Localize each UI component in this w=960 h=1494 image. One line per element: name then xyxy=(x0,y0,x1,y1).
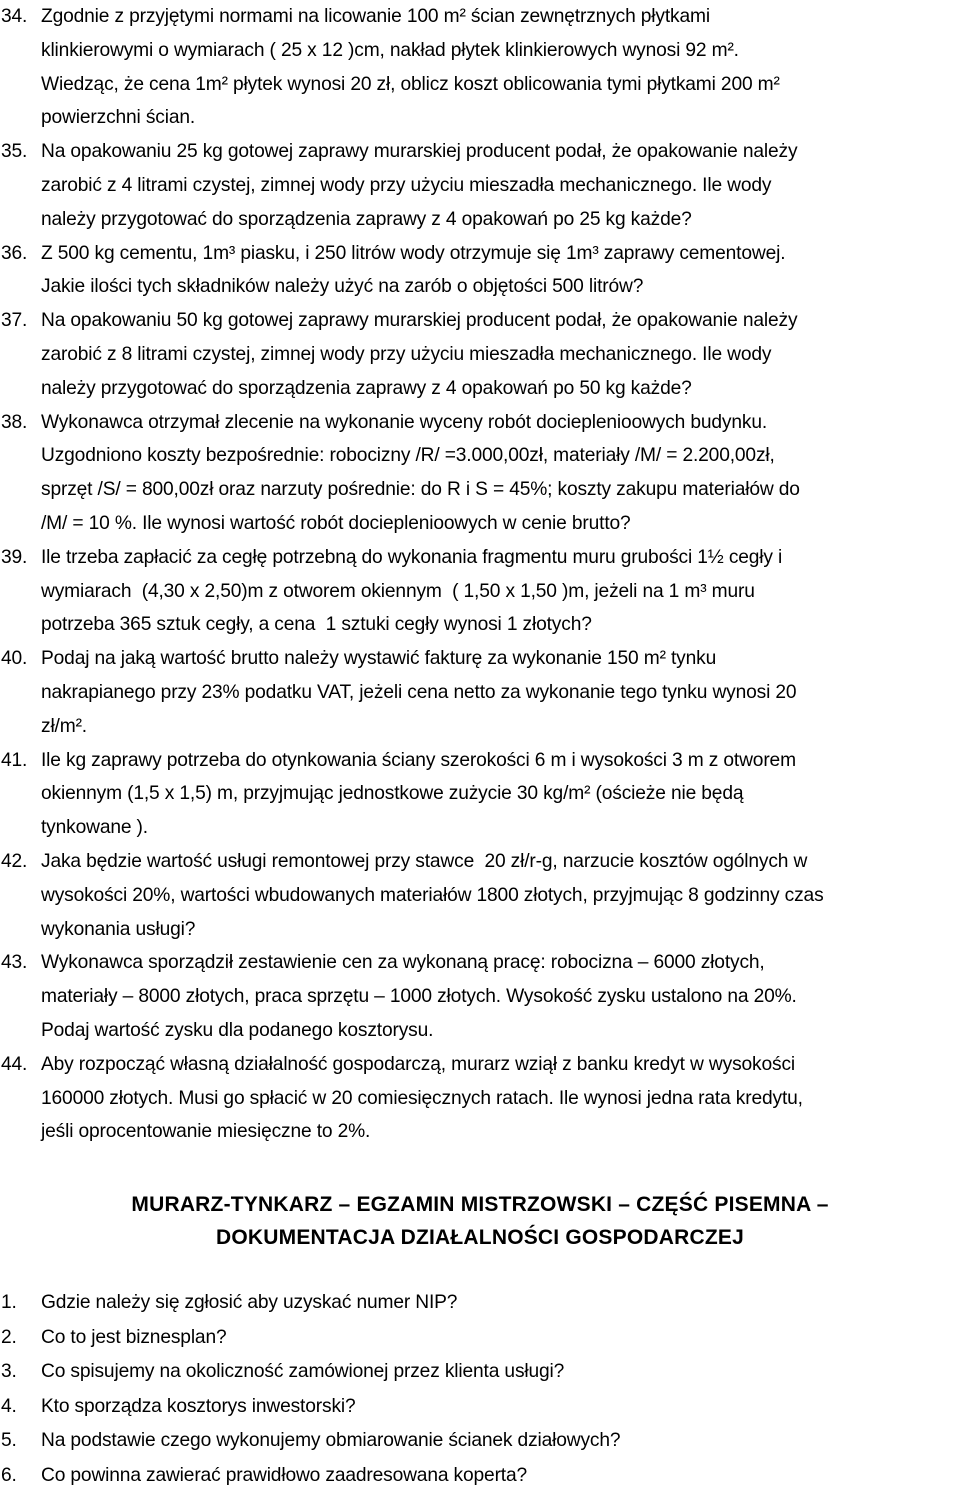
question-item xyxy=(0,1459,960,1494)
question-text-line: Na opakowaniu 25 kg gotowej zaprawy murarskiej producent podał, że opakowanie należy xyxy=(41,141,798,163)
question-text: Co spisujemy na okoliczność zamówionej przez klienta usługi? xyxy=(41,1361,565,1383)
question-item xyxy=(0,1355,960,1390)
question-text-line: klinkierowymi o wymiarach ( 25 x 12 )cm, nakład płytek klinkierowych wynosi 92 m². xyxy=(41,39,739,61)
question-text-line: Aby rozpocząć własną działalność gospodarczą, murarz wziął z banku kredyt w wysokości xyxy=(41,1053,796,1075)
question-text xyxy=(41,406,960,541)
question-text-line: jeśli oprocentowanie miesięczne to 2%. xyxy=(41,1121,371,1143)
question-number: 37. xyxy=(1,310,28,332)
question-number: 3. xyxy=(1,1361,17,1383)
question-text: Na podstawie czego wykonujemy obmiarowanie ścianek działowych? xyxy=(41,1430,621,1452)
question-text-line: powierzchni ścian. xyxy=(41,107,196,129)
question-text-line: wykonania usługi? xyxy=(41,918,196,940)
question-item xyxy=(0,744,960,845)
question-number: 36. xyxy=(1,242,28,264)
question-number: 5. xyxy=(1,1430,17,1452)
question-number: 35. xyxy=(1,141,28,163)
question-text-line: Zgodnie z przyjętymi normami na licowanie 100 m² ścian zewnętrznych płytkami xyxy=(41,6,710,27)
question-text: Kto sporządza kosztorys inwestorski? xyxy=(41,1395,356,1417)
question-number: 40. xyxy=(1,648,28,670)
question-text-line: Wiedząc, że cena 1m² płytek wynosi 20 zł, oblicz koszt oblicowania tymi płytkami 200 m² xyxy=(41,73,780,95)
question-text-line: zarobić z 8 litrami czystej, zimnej wody przy użyciu mieszadła mechanicznego. Ile wody xyxy=(41,343,772,365)
question-item xyxy=(0,0,960,135)
section-heading-line2: DOKUMENTACJA DZIAŁALNOŚCI GOSPODARCZEJ xyxy=(216,1226,744,1249)
question-text xyxy=(41,541,960,642)
question-number: 2. xyxy=(1,1326,17,1348)
question-text xyxy=(41,642,960,743)
question-number: 42. xyxy=(1,850,28,872)
question-text-line: Na opakowaniu 50 kg gotowej zaprawy murarskiej producent podał, że opakowanie należy xyxy=(41,310,798,332)
question-item xyxy=(0,946,960,1047)
question-text xyxy=(41,1048,960,1149)
question-text-line: okiennym (1,5 x 1,5) m, przyjmując jednostkowe zużycie 30 kg/m² (ościeże nie będą xyxy=(41,783,744,805)
question-text xyxy=(41,744,960,845)
questions-list-part2 xyxy=(0,1286,960,1494)
question-text-line: Z 500 kg cementu, 1m³ piasku, i 250 litrów wody otrzymuje się 1m³ zaprawy cementowej. xyxy=(41,242,786,264)
question-text-line: tynkowane ). xyxy=(41,817,148,839)
question-text xyxy=(41,135,960,236)
question-text-line: Ile kg zaprawy potrzeba do otynkowania ściany szerokości 6 m i wysokości 3 m z otworem xyxy=(41,749,796,771)
question-text-line: Jaka będzie wartość usługi remontowej przy stawce 20 zł/r-g, narzucie kosztów ogólnych w xyxy=(41,850,808,872)
question-number: 39. xyxy=(1,546,28,568)
question-text-line: Podaj na jaką wartość brutto należy wystawić fakturę za wykonanie 150 m² tynku xyxy=(41,648,717,670)
question-number: 6. xyxy=(1,1464,17,1486)
question-number: 44. xyxy=(1,1053,28,1075)
question-text-line: materiały – 8000 złotych, praca sprzętu – 1000 złotych. Wysokość zysku ustalono na 20%. xyxy=(41,986,797,1008)
question-number: 4. xyxy=(1,1395,17,1417)
question-item xyxy=(0,406,960,541)
question-number: 38. xyxy=(1,411,28,433)
question-text-line: należy przygotować do sporządzenia zaprawy z 4 opakowań po 50 kg każde? xyxy=(41,377,692,399)
question-text-line: sprzęt /S/ = 800,00zł oraz narzuty pośrednie: do R i S = 45%; koszty zakupu materiałów do xyxy=(41,479,800,501)
question-text-line: zł/m². xyxy=(41,715,87,737)
section-heading-line1: MURARZ-TYNKARZ – EGZAMIN MISTRZOWSKI – CZĘŚĆ PISEMNA – xyxy=(131,1193,829,1216)
question-number: 34. xyxy=(1,6,28,27)
question-number: 43. xyxy=(1,952,28,974)
question-text-line: zarobić z 4 litrami czystej, zimnej wody przy użyciu mieszadła mechanicznego. Ile wody xyxy=(41,174,772,196)
question-text-line: nakrapianego przy 23% podatku VAT, jeżeli cena netto za wykonanie tego tynku wynosi 20 xyxy=(41,681,797,703)
question-text xyxy=(41,845,960,946)
question-text: Gdzie należy się zgłosić aby uzyskać numer NIP? xyxy=(41,1292,458,1313)
question-text-line: potrzeba 365 sztuk cegły, a cena 1 sztuki cegły wynosi 1 złotych? xyxy=(41,614,592,636)
question-text: Co to jest biznesplan? xyxy=(41,1326,227,1348)
question-text xyxy=(41,0,960,135)
question-item xyxy=(0,642,960,743)
question-text-line: 160000 złotych. Musi go spłacić w 20 comiesięcznych ratach. Ile wynosi jedna rata kredytu, xyxy=(41,1087,803,1109)
question-item xyxy=(0,1286,960,1321)
question-item xyxy=(0,1424,960,1459)
question-item xyxy=(0,1048,960,1149)
question-text-line: Wykonawca otrzymał zlecenie na wykonanie wyceny robót docieplenioowych budynku. xyxy=(41,411,768,433)
question-text xyxy=(41,237,960,305)
question-text-line: wymiarach (4,30 x 2,50)m z otworem okiennym ( 1,50 x 1,50 )m, jeżeli na 1 m³ muru xyxy=(41,580,755,602)
question-text-line: /M/ = 10 %. Ile wynosi wartość robót docieplenioowych w cenie brutto? xyxy=(41,512,631,534)
question-text-line: Jakie ilości tych składników należy użyć na zarób o objętości 500 litrów? xyxy=(41,276,644,298)
question-text-line: Ile trzeba zapłacić za cegłę potrzebną do wykonania fragmentu muru grubości 1½ cegły i xyxy=(41,546,783,568)
question-text-line: Uzgodniono koszty bezpośrednie: robocizny /R/ =3.000,00zł, materiały /M/ = 2.200,00zł, xyxy=(41,445,775,467)
question-number: 1. xyxy=(1,1292,17,1313)
question-item xyxy=(0,541,960,642)
question-text-line: należy przygotować do sporządzenia zaprawy z 4 opakowań po 25 kg każde? xyxy=(41,208,692,230)
question-text xyxy=(41,946,960,1047)
question-text-line: Podaj wartość zysku dla podanego kosztorysu. xyxy=(41,1019,434,1041)
question-item xyxy=(0,135,960,236)
question-text xyxy=(41,304,960,405)
question-item xyxy=(0,845,960,946)
question-item xyxy=(0,304,960,405)
question-text-line: wysokości 20%, wartości wbudowanych materiałów 1800 złotych, przyjmując 8 godzinny czas xyxy=(41,884,824,906)
question-number: 41. xyxy=(1,749,28,771)
section-heading xyxy=(0,1188,960,1254)
question-item xyxy=(0,1321,960,1356)
question-item xyxy=(0,1390,960,1425)
question-item xyxy=(0,237,960,305)
question-text: Co powinna zawierać prawidłowo zaadresowana koperta? xyxy=(41,1464,528,1486)
question-text-line: Wykonawca sporządził zestawienie cen za wykonaną pracę: robocizna – 6000 złotych, xyxy=(41,952,765,974)
